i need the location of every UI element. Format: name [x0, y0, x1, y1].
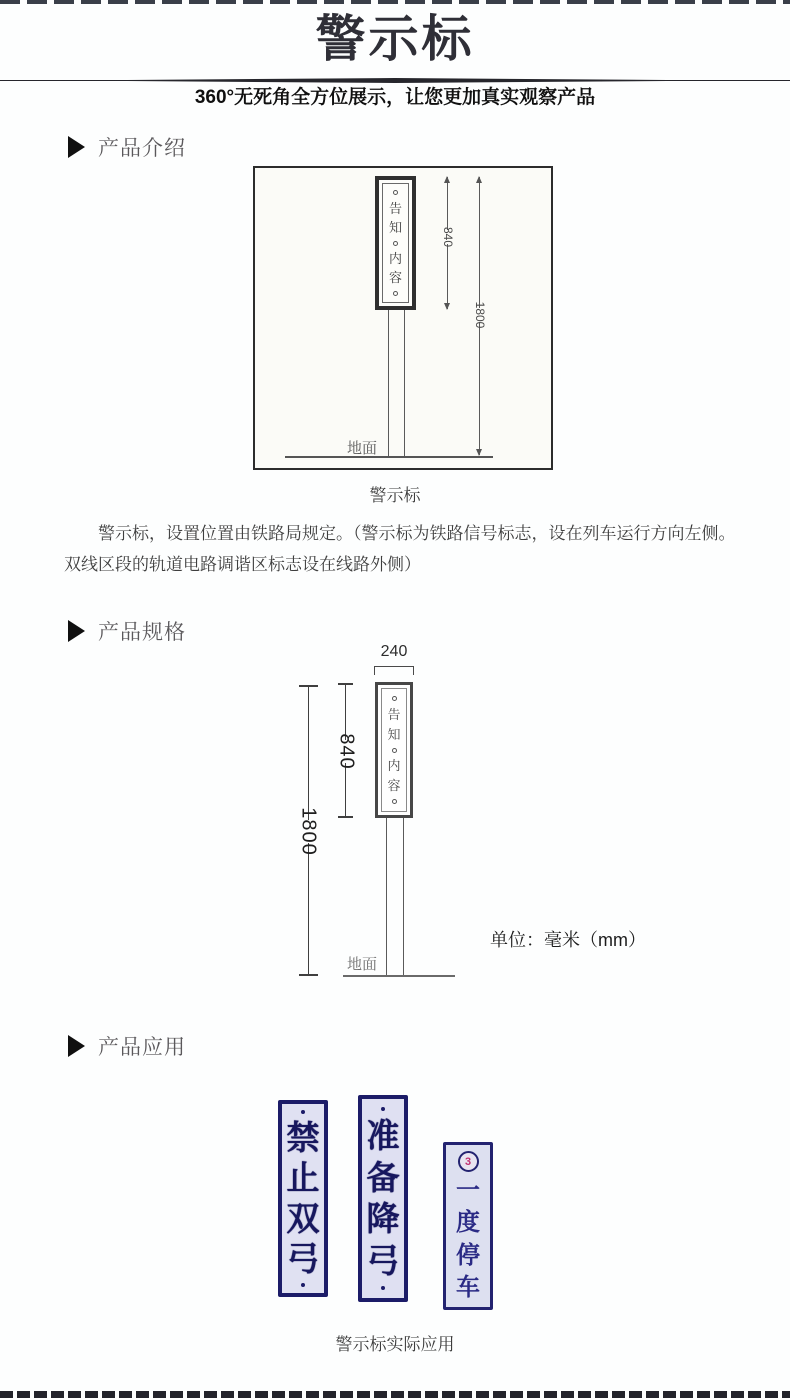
- unit-note: 单位：毫米（mm）: [490, 930, 646, 950]
- circled-3-badge: 3: [458, 1151, 479, 1172]
- sign-char: 降: [366, 1200, 400, 1238]
- top-torn-edge: [0, 0, 790, 4]
- sign-photo-yidu-tingche: [443, 1142, 493, 1310]
- sign-plate: [375, 176, 416, 310]
- ground-line: [343, 975, 455, 977]
- page-title: 警示标: [315, 11, 475, 67]
- plate-char: 知: [387, 726, 401, 742]
- sign-photo-jinzhi-shuanggong: [278, 1100, 328, 1297]
- dimension-cap: [299, 974, 318, 976]
- mount-hole-icon: [392, 696, 397, 701]
- sign-char: 双: [286, 1199, 320, 1237]
- dimension-cap: [299, 685, 318, 687]
- title-divider: [0, 71, 790, 77]
- page-subtitle: 360°无死角全方位展示，让您更加真实观察产品: [194, 87, 596, 108]
- dimension-label-1800: 1800: [464, 308, 496, 322]
- mount-hole-icon: [393, 190, 398, 195]
- triangle-bullet-icon: [68, 620, 85, 642]
- sign-char: 度: [456, 1209, 480, 1237]
- arrow-down-icon: [444, 303, 450, 310]
- sign-char: 车: [456, 1273, 480, 1301]
- plate-char: 容: [388, 270, 402, 286]
- arrow-up-icon: [444, 176, 450, 183]
- ground-label: 地面: [347, 956, 378, 973]
- section-header-intro: [68, 132, 186, 162]
- intro-paragraph: 警示标，设置位置由铁路局规定。（警示标为铁路信号标志，设在列车运行方向左侧。双线区段的轨道电路调谐区标志设在线路外侧）: [64, 524, 736, 574]
- width-bracket: [374, 666, 414, 667]
- ground-line: [285, 456, 493, 458]
- plate-char: 知: [388, 220, 402, 236]
- post-line: [404, 310, 405, 456]
- bottom-torn-edge: [0, 1391, 790, 1398]
- post-line: [403, 818, 404, 975]
- section-label: 产品应用: [98, 1036, 186, 1059]
- spec-diagram: [280, 640, 710, 985]
- dimension-label-1800: 1800: [279, 820, 337, 843]
- sign-plate-inner: [381, 688, 407, 812]
- mount-hole-icon: [392, 799, 397, 804]
- arrow-down-icon: [476, 449, 482, 456]
- sign-char: 停: [456, 1241, 480, 1269]
- plate-char: 内: [388, 250, 402, 266]
- post-line: [386, 818, 387, 975]
- mount-hole-icon: [392, 748, 397, 753]
- sign-plate-inner: [382, 183, 409, 303]
- sign-char: 一: [456, 1177, 480, 1205]
- sign-plate: [375, 682, 413, 818]
- dimension-cap: [338, 816, 353, 818]
- mount-dot-icon: [381, 1107, 385, 1111]
- dimension-cap: [338, 683, 353, 685]
- arrow-up-icon: [476, 176, 482, 183]
- plate-char: 容: [387, 778, 401, 794]
- dimension-label-840: 840: [436, 230, 460, 244]
- plate-char: 告: [388, 200, 402, 216]
- plate-char: 告: [387, 706, 401, 722]
- sign-photo-zhunbei-jianggong: [358, 1095, 408, 1302]
- section-label: 产品规格: [98, 621, 186, 644]
- sign-char: 备: [366, 1158, 400, 1196]
- post-line: [388, 310, 389, 456]
- intro-diagram-caption: 警示标: [369, 486, 421, 505]
- section-label: 产品介绍: [98, 137, 186, 160]
- dimension-label-240: 240: [380, 643, 408, 660]
- sign-char: 止: [286, 1159, 320, 1197]
- sign-char: 准: [366, 1116, 400, 1154]
- intro-diagram: [253, 166, 553, 470]
- ground-label: 地面: [347, 440, 378, 457]
- triangle-bullet-icon: [68, 1035, 85, 1057]
- dimension-label-840: 840: [324, 740, 368, 763]
- bracket-tick: [413, 666, 414, 675]
- bracket-tick: [374, 666, 375, 675]
- triangle-bullet-icon: [68, 136, 85, 158]
- section-header-application: [68, 1031, 186, 1061]
- sign-char: 弓: [286, 1240, 320, 1278]
- plate-char: 内: [387, 758, 401, 774]
- mount-hole-icon: [393, 241, 398, 246]
- sign-char: 禁: [286, 1118, 320, 1156]
- sign-char: 弓: [366, 1242, 400, 1280]
- application-caption: 警示标实际应用: [335, 1335, 455, 1354]
- mount-hole-icon: [393, 291, 398, 296]
- mount-dot-icon: [301, 1283, 305, 1287]
- section-header-spec: [68, 616, 186, 646]
- mount-dot-icon: [301, 1110, 305, 1114]
- mount-dot-icon: [381, 1286, 385, 1290]
